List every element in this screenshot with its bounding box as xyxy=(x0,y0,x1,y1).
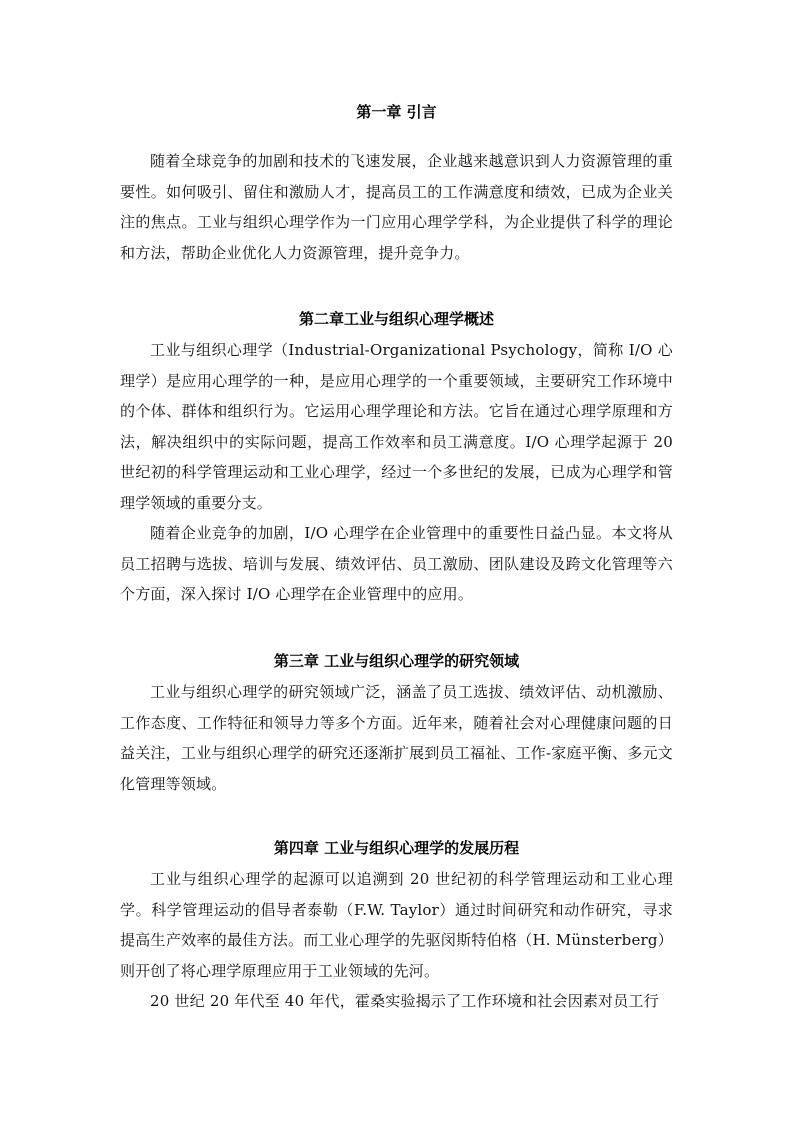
chapter-4-body xyxy=(120,864,673,1017)
chapter-3-paragraph-1: 工业与组织心理学的研究领域广泛，涵盖了员工选拔、绩效评估、动机激励、工作态度、工作特征和领导力等多个方面。近年来，随着社会对心理健康问题的日益关注，工业与组织心理学的研究还逐渐扩展到员工福祉、工作-家庭平衡、多元文化管理等领域。 xyxy=(120,683,673,793)
chapter-1-body xyxy=(120,146,673,268)
chapter-2-body xyxy=(120,335,673,610)
chapter-3-body xyxy=(120,677,673,799)
chapter-4-paragraph-1: 工业与组织心理学的起源可以追溯到 20 世纪初的科学管理运动和工业心理学。科学管理运动的倡导者泰勒（F.W. Taylor）通过时间研究和动作研究，寻求提高生产效率的最佳方法。而工业心理学的先驱闵斯特伯格（H. Münsterberg）则开创了将心理学原理应用于工业领域的先河。 xyxy=(120,870,673,980)
chapter-2-paragraph-2: 随着企业竞争的加剧，I/O 心理学在企业管理中的重要性日益凸显。本文将从员工招聘与选拔、培训与发展、绩效评估、员工激励、团队建设及跨文化管理等六个方面，深入探讨 I/O 心理学在企业管理中的应用。 xyxy=(120,524,673,603)
chapter-4-paragraph-2: 20 世纪 20 年代至 40 年代，霍桑实验揭示了工作环境和社会因素对员工行 xyxy=(150,992,659,1010)
chapter-4-heading: 第四章 工业与组织心理学的发展历程 xyxy=(273,839,520,857)
chapter-1-paragraph-1: 随着全球竞争的加剧和技术的飞速发展，企业越来越意识到人力资源管理的重要性。如何吸引、留住和激励人才，提高员工的工作满意度和绩效，已成为企业关注的焦点。工业与组织心理学作为一门应用心理学学科，为企业提供了科学的理论和方法，帮助企业优化人力资源管理，提升竞争力。 xyxy=(120,152,673,262)
chapter-1-heading: 第一章 引言 xyxy=(356,103,437,121)
chapter-2-paragraph-1: 工业与组织心理学（Industrial-Organizational Psychology，简称 I/O 心理学）是应用心理学的一种，是应用心理学的一个重要领域，主要研究工作环境中的个体、群体和组织行为。它运用心理学理论和方法。它旨在通过心理学原理和方法，解决组织中的实际问题，提高工作效率和员工满意度。I/O 心理学起源于 20 世纪初的科学管理运动和工业心理学，经过一个多世纪的发展，已成为心理学和管理学领域的重要分支。 xyxy=(120,341,673,512)
chapter-2-heading: 第二章工业与组织心理学概述 xyxy=(298,310,494,328)
chapter-3-heading: 第三章 工业与组织心理学的研究领域 xyxy=(273,652,520,670)
